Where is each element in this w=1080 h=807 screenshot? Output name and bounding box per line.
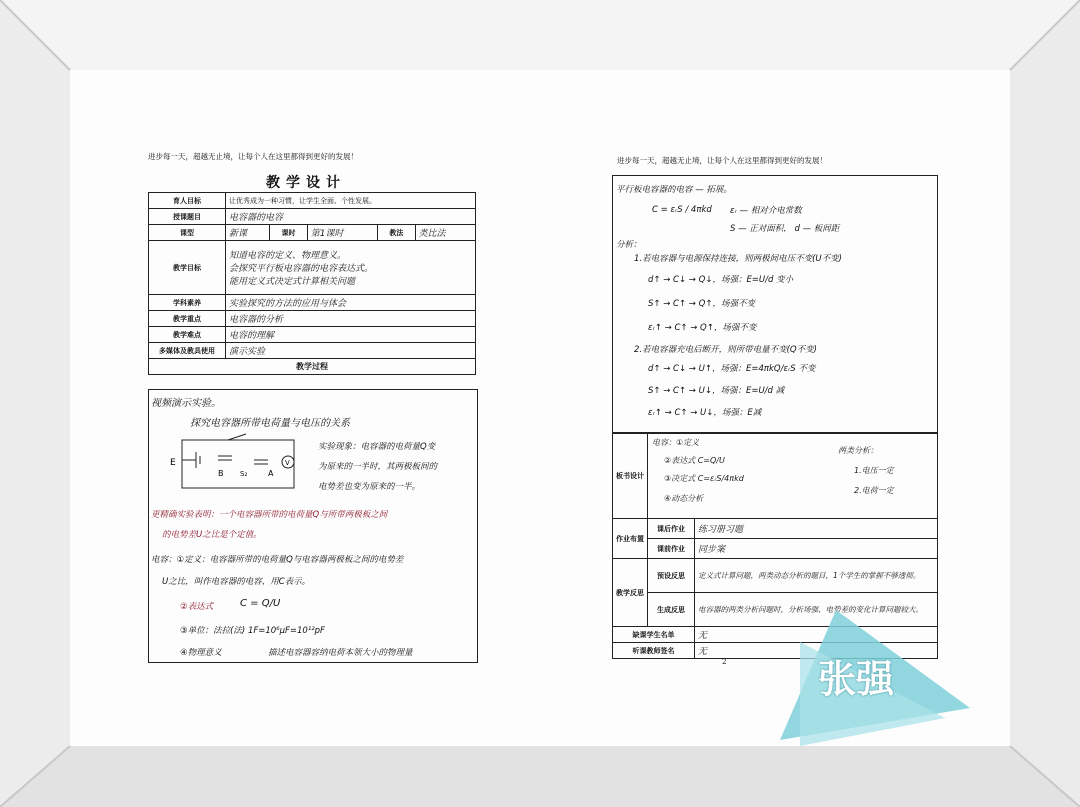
generated-reflection-label: 生成反思 bbox=[648, 593, 695, 627]
topic-value: 电容器的电容 bbox=[226, 209, 476, 225]
circuit-diagram bbox=[168, 432, 308, 494]
board-line: 1.电压一定 bbox=[854, 466, 894, 475]
process-line: ②表达式 bbox=[180, 602, 214, 612]
process-line: ④物理意义 bbox=[180, 648, 222, 658]
right-header-motto: 进步每一天，超越无止境，让每个人在这里都得到更好的发展！ bbox=[617, 156, 827, 165]
period-value: 第1课时 bbox=[307, 225, 378, 241]
board-design-cell bbox=[648, 433, 938, 519]
difficulty-label: 教学难点 bbox=[149, 327, 226, 343]
observer-signature-value: 无 bbox=[695, 643, 938, 659]
homework-label: 作业布置 bbox=[613, 519, 648, 559]
board-label: 板书设计 bbox=[613, 433, 648, 519]
document-title: 教学设计 bbox=[266, 175, 346, 191]
lesson-info-table bbox=[148, 192, 476, 375]
goal-label: 育人目标 bbox=[149, 193, 226, 209]
analysis-line: εᵣ — 相对介电常数 bbox=[730, 206, 802, 216]
process-line: 探究电容器所带电荷量与电压的关系 bbox=[190, 418, 350, 429]
process-line: 电容：①定义：电容器所带的电荷量Q与电容器两极板之间的电势差 bbox=[151, 555, 404, 565]
board-line: ④动态分析 bbox=[664, 494, 704, 503]
objectives-label: 教学目标 bbox=[149, 241, 226, 295]
analysis-line: 分析： bbox=[616, 240, 642, 250]
diagram-label: B bbox=[218, 469, 224, 478]
analysis-line: C = εᵣS / 4πkd bbox=[652, 205, 712, 215]
objective-item: 会探究平行板电容器的电容表达式。 bbox=[229, 264, 374, 274]
homework-before-label: 课前作业 bbox=[648, 539, 695, 559]
name-watermark bbox=[770, 590, 990, 770]
process-title: 教学过程 bbox=[149, 359, 476, 375]
diagram-label: V bbox=[285, 459, 290, 467]
analysis-line: 1.若电容器与电源保持连接，则两极间电压不变(U不变) bbox=[634, 254, 842, 264]
process-line: 更精确实验表明：一个电容器所带的电荷量Q与所带两极板之间 bbox=[151, 510, 388, 520]
teaching-process-box bbox=[148, 389, 478, 663]
board-line: 电容：①定义 bbox=[652, 438, 700, 447]
process-line: 视频演示实验。 bbox=[151, 398, 221, 409]
key-point-value: 电容器的分析 bbox=[226, 311, 476, 327]
topic-label: 授课题目 bbox=[149, 209, 226, 225]
left-header-motto: 进步每一天，超越无止境，让每个人在这里都得到更好的发展！ bbox=[148, 152, 358, 161]
reflection-label: 教学反思 bbox=[613, 559, 648, 627]
method-value: 类比法 bbox=[415, 225, 475, 241]
page-number: 2 bbox=[722, 658, 727, 666]
objectives-list bbox=[226, 241, 476, 295]
analysis-line: S — 正对面积， d — 板间距 bbox=[730, 224, 840, 234]
process-line: 为原来的一半时，其两极板间的 bbox=[318, 462, 438, 472]
board-line: ②表达式 C=Q/U bbox=[664, 456, 725, 465]
watermark-name: 张强 bbox=[818, 657, 895, 701]
diagram-label: A bbox=[268, 469, 274, 478]
process-line: 电势差也变为原来的一半。 bbox=[318, 482, 421, 492]
analysis-line: d↑ → C↓ → Q↓，场强：E=U/d 变小 bbox=[648, 275, 794, 285]
homework-after-label: 课后作业 bbox=[648, 519, 695, 539]
absent-students-value: 无 bbox=[695, 627, 938, 643]
period-label: 课时 bbox=[270, 225, 307, 241]
generated-reflection-value: 电容器的两类分析问题时，分析场强、电势差的变化计算问题较大。 bbox=[695, 593, 938, 627]
diagram-label: S₂ bbox=[240, 470, 248, 478]
analysis-line: εᵣ↑ → C↑ → U↓，场强：E减 bbox=[648, 408, 762, 418]
analysis-line: S↑ → C↑ → U↓，场强：E=U/d 减 bbox=[648, 386, 785, 396]
process-line: 描述电容器容纳电荷本领大小的物理量 bbox=[268, 648, 413, 658]
analysis-line: 2.若电容器充电后断开，则所带电量不变(Q不变) bbox=[634, 345, 817, 355]
difficulty-value: 电容的理解 bbox=[226, 327, 476, 343]
literacy-label: 学科素养 bbox=[149, 295, 226, 311]
analysis-line: d↑ → C↓ → U↑，场强：E=4πkQ/εᵣS 不变 bbox=[648, 364, 816, 374]
process-line: U之比，叫作电容器的电容，用C表示。 bbox=[162, 577, 311, 587]
preset-reflection-value: 定义式计算问题，两类动态分析的题目，1个学生的掌握不够透彻。 bbox=[695, 559, 938, 593]
board-line: ③决定式 C=εᵣS/4πkd bbox=[664, 474, 744, 483]
process-line: C = Q/U bbox=[240, 598, 281, 609]
process-line: ③单位：法拉(法) 1F=10⁶μF=10¹²pF bbox=[180, 626, 325, 636]
type-value: 新课 bbox=[226, 225, 270, 241]
observer-signature-label: 听课教师签名 bbox=[613, 643, 695, 659]
homework-before-value: 同步案 bbox=[695, 539, 938, 559]
absent-students-label: 缺课学生名单 bbox=[613, 627, 695, 643]
objective-item: 知道电容的定义、物理意义。 bbox=[229, 251, 347, 261]
diagram-label: E bbox=[170, 458, 176, 468]
process-line: 实验现象：电容器的电荷量Q变 bbox=[318, 442, 436, 452]
preset-reflection-label: 预设反思 bbox=[648, 559, 695, 593]
objective-item: 能用定义式决定式计算相关问题 bbox=[229, 277, 356, 287]
key-point-label: 教学重点 bbox=[149, 311, 226, 327]
board-line: 两类分析： bbox=[838, 446, 878, 455]
process-line: 的电势差U之比是个定值。 bbox=[162, 530, 262, 540]
media-value: 演示实验 bbox=[226, 343, 476, 359]
literacy-value: 实验探究的方法的应用与体会 bbox=[226, 295, 476, 311]
type-label: 课型 bbox=[149, 225, 226, 241]
board-line: 2.电荷一定 bbox=[854, 486, 894, 495]
analysis-line: εᵣ↑ → C↑ → Q↑，场强不变 bbox=[648, 323, 757, 333]
method-label: 教法 bbox=[378, 225, 415, 241]
goal-value: 让优秀成为一种习惯，让学生全面、个性发展。 bbox=[226, 193, 476, 209]
media-label: 多媒体及教具使用 bbox=[149, 343, 226, 359]
homework-after-value: 练习册习题 bbox=[695, 519, 938, 539]
analysis-line: 平行板电容器的电容 — 拓展。 bbox=[616, 185, 732, 195]
analysis-line: S↑ → C↑ → Q↑，场强不变 bbox=[648, 299, 755, 309]
